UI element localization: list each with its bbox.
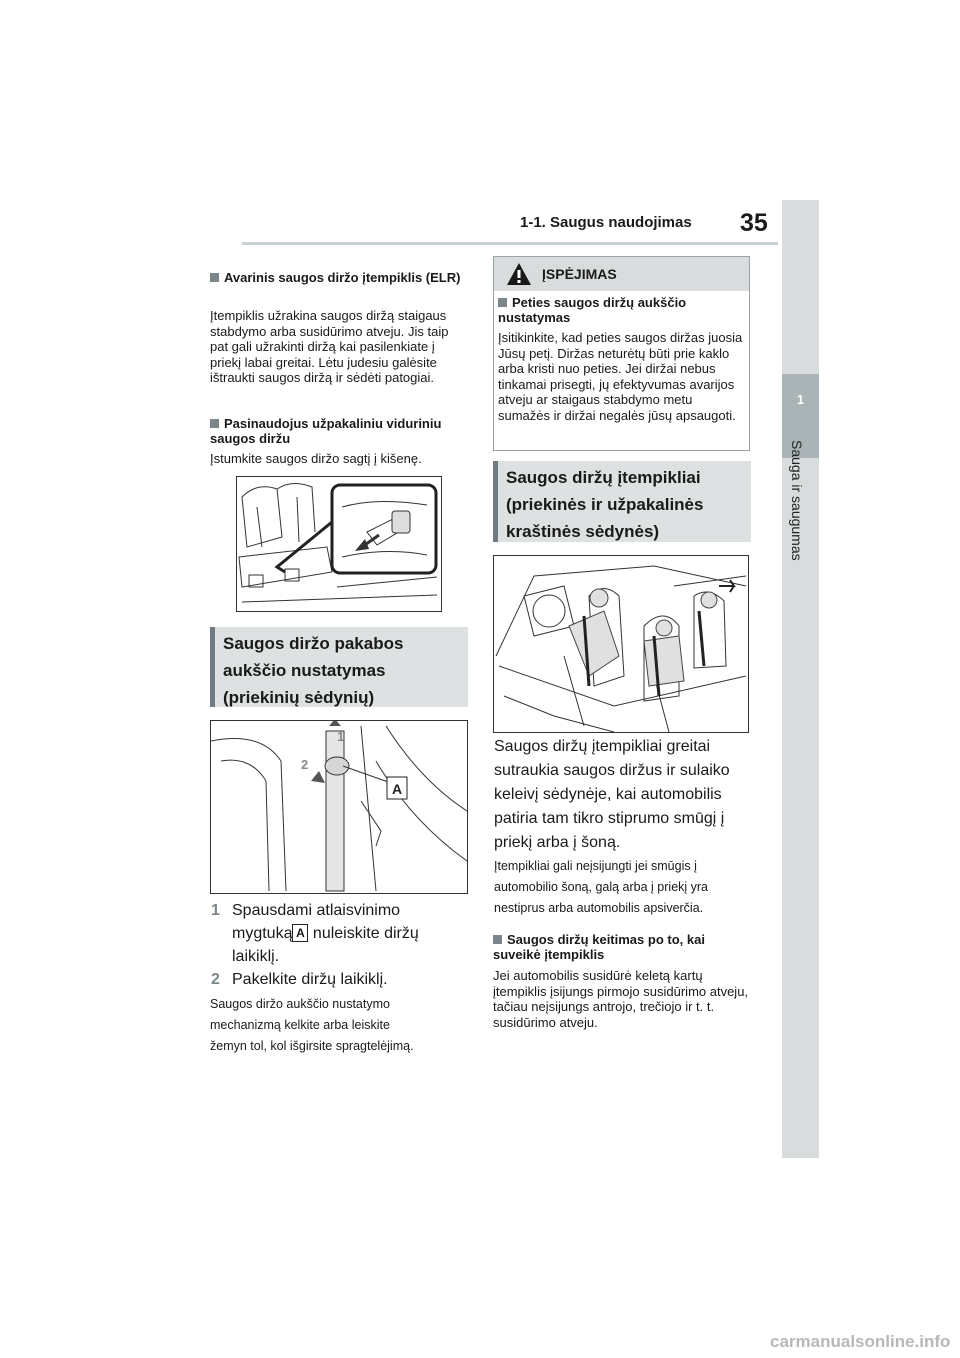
figure-label-a: A (392, 781, 403, 797)
warning-header (494, 257, 749, 291)
step-number: 1 (211, 902, 220, 919)
warning-box (493, 256, 750, 451)
step-1-line-2: mygtuką A nuleiskite diržų (232, 925, 419, 942)
step-number: 2 (211, 971, 220, 988)
pretensioner-illustration (493, 555, 749, 733)
chapter-title: Sauga ir saugumas (789, 440, 805, 561)
page-number: 35 (740, 209, 768, 237)
replace-heading: Saugos diržų keitimas po to, kai suveikė įtempiklis (493, 932, 705, 962)
rear-belt-text: Įstumkite saugos diržo sagtį į kišenę. (210, 451, 422, 466)
warning-title: ĮSPĖJIMAS (542, 266, 617, 282)
warning-text: Įsitikinkite, kad peties saugos diržas juosia Jūsų petį. Diržas neturėtų būti prie kaklo arba kristi nuo peties. Jei diržai nebus tinkamai prisegti, jų efektyvumas avarijos atveju ar staigaus stabdymo metu sumažės ir diržai negalės jūsų apsaugoti. (498, 330, 743, 423)
figure-label-1: 1 (337, 729, 345, 744)
section-title-line: (priekinės ir užpakalinės (506, 495, 704, 514)
warning-heading: Peties saugos diržų aukščio nustatymas (498, 295, 687, 325)
shoulder-anchor-illustration (210, 720, 468, 894)
section-heading-pretensioners (493, 461, 751, 542)
section-title-line: aukščio nustatymas (223, 661, 386, 680)
elr-heading: Avarinis saugos diržo įtempiklis (ELR) (210, 270, 468, 285)
chapter-tab (782, 200, 819, 1158)
anchor-note: Saugos diržo aukščio nustatymo mechanizmą kelkite arba leiskite žemyn tol, kol išgirsite spragtelėjimą. (210, 997, 414, 1053)
section-title-line: (priekinių sėdynių) (223, 688, 375, 707)
pretensioner-intro: Saugos diržų įtempikliai greitai sutraukia saugos diržus ir sulaiko keleivį sėdynėje, kai automobilis patiria tam tikro stiprumo smūgį į priekį arba į šoną. (494, 738, 730, 851)
section-title-line: kraštinės sėdynės) (506, 522, 660, 541)
watermark: carmanualsonline.info (770, 1332, 951, 1351)
bullet-square-icon (210, 419, 219, 428)
step-1: 1 Spausdami atlaisvinimo (211, 902, 401, 919)
section-title-line: Saugos diržų įtempikliai (506, 468, 701, 487)
replace-text: Jei automobilis susidūrė keletą kartų įtempiklis įsijungs pirmojo susidūrimo atveju, tačiau neįsijungs antrojo, trečiojo ir t. t. susidūrimo atveju. (493, 968, 749, 1030)
section-title-line: Saugos diržo pakabos (223, 634, 404, 653)
bullet-square-icon (210, 273, 219, 282)
shoulder-anchor-drawing (211, 721, 467, 893)
bullet-square-icon (498, 298, 507, 307)
step-1-line-3: laikiklį. (232, 948, 280, 965)
button-a-badge: A (292, 924, 308, 942)
section-heading-anchor-height (210, 627, 468, 707)
header-divider (242, 242, 778, 245)
step-2: 2 Pakelkite diržų laikiklį. (211, 971, 388, 988)
chapter-number: 1 (796, 392, 805, 407)
rear-seat-drawing (237, 477, 441, 611)
figure-label-2: 2 (301, 757, 309, 772)
pretensioner-note: Įtempikliai gali neįsijungti jei smūgis į automobilio šoną, galą arba į priekį yra nestiprus arba automobilis apsiverčia. (494, 859, 709, 915)
running-header: 1-1. Saugus naudojimas (520, 214, 692, 231)
bullet-square-icon (493, 935, 502, 944)
rear-buckle-illustration (236, 476, 442, 612)
rear-belt-heading: Pasinaudojus užpakaliniu viduriniu saugos diržu (210, 416, 442, 446)
warning-triangle-icon (506, 262, 532, 286)
elr-text: Įtempiklis užrakina saugos diržą staigaus stabdymo arba susidūrimo atveju. Jis taip pat gali užrakinti diržą kai pasilenkiate į priekį labai greitai. Lėtu judesiu galėsite ištraukti saugos diržą ir sėdėti patogiai. (210, 308, 449, 385)
car-interior-drawing (494, 556, 748, 732)
